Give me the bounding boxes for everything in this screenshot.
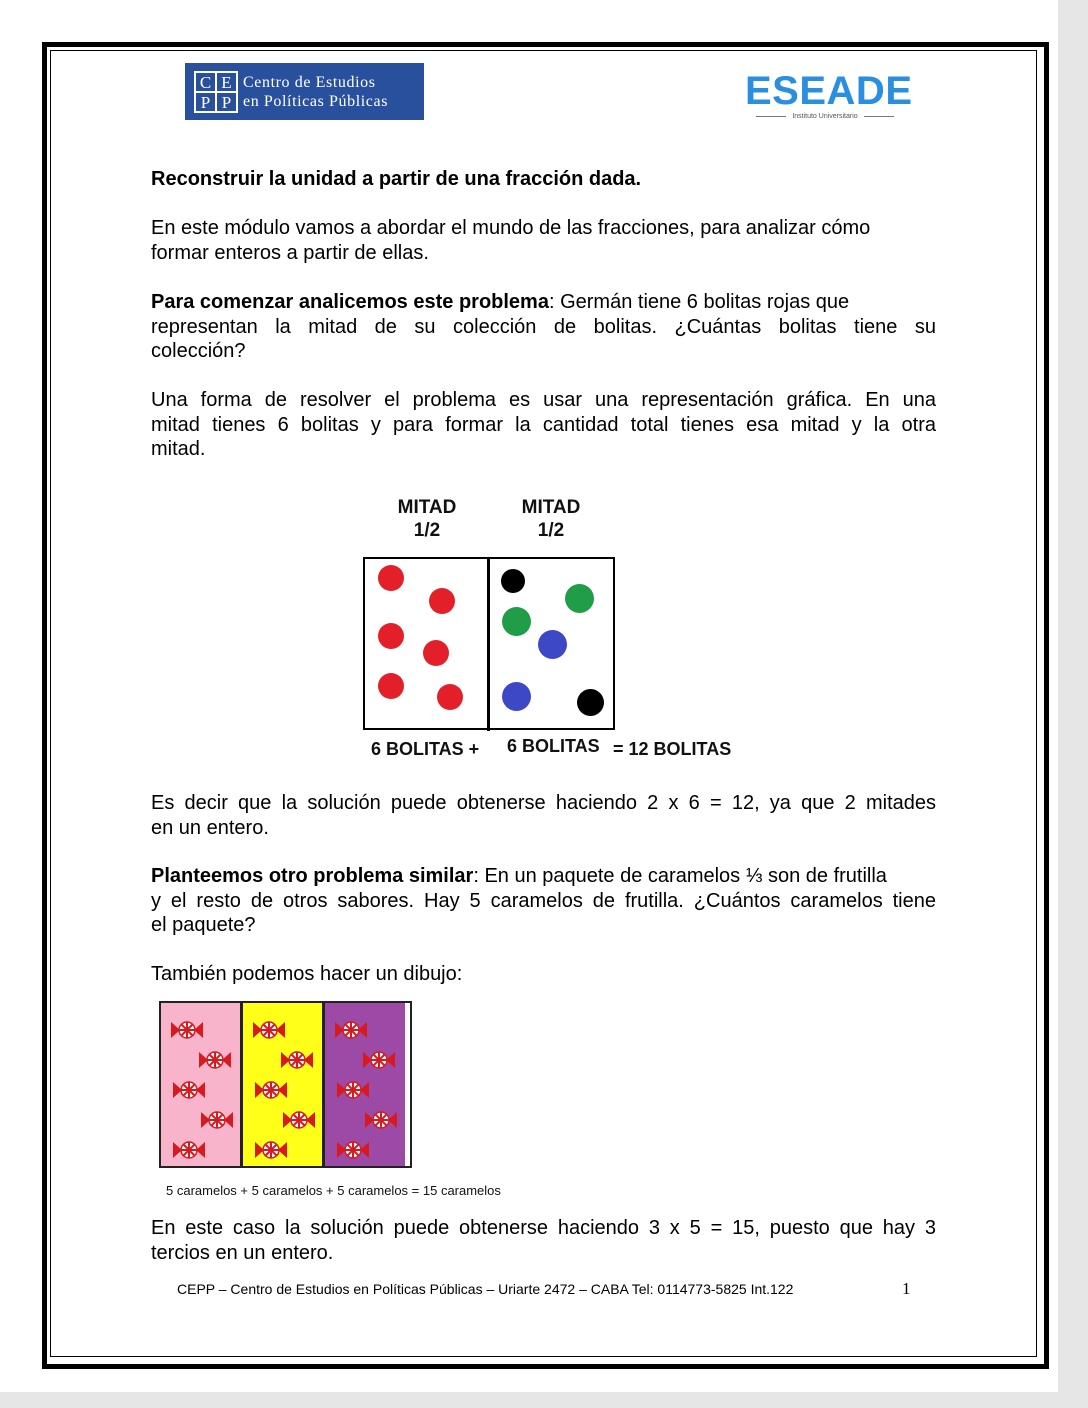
red-ball — [378, 623, 404, 649]
third-divider — [322, 1001, 325, 1168]
text-line: representan la mitad de su colección de bolitas. ¿Cuántas bolitas tiene su — [151, 315, 936, 338]
candy-icon — [199, 1049, 231, 1071]
cepp-letter: E — [216, 72, 237, 92]
text-line — [151, 290, 936, 315]
eseade-logo-name: ESEADE — [745, 69, 913, 113]
candy-icon — [201, 1109, 233, 1131]
candy-icon — [255, 1139, 287, 1161]
cepp-logo-text — [243, 73, 421, 111]
green-ball — [502, 607, 531, 636]
method-paragraph — [151, 388, 936, 462]
page-number: 1 — [902, 1279, 911, 1298]
eseade-logo-subtitle — [745, 112, 905, 121]
text-line: en un entero. — [151, 816, 269, 839]
problem2-lead: Planteemos otro problema similar — [151, 865, 474, 887]
problem1-line1: : Germán tiene 6 bolitas rojas que — [548, 291, 850, 313]
drawing-intro — [151, 962, 936, 987]
candy-icon — [283, 1109, 315, 1131]
half-label-title: MITAD — [521, 497, 581, 518]
page-edge-bottom — [0, 1392, 1088, 1408]
candy-icon — [337, 1079, 369, 1101]
text-line: mitad. — [151, 438, 206, 460]
half-divider — [487, 557, 490, 731]
red-ball — [437, 684, 463, 710]
red-ball — [429, 588, 455, 614]
text-line — [151, 864, 936, 889]
half-label-right — [506, 496, 596, 542]
title-text: Reconstruir la unidad a partir de una fracción dada. — [151, 168, 642, 190]
text-line: Una forma de resolver el problema es usar una representación gráfica. En una — [151, 389, 936, 411]
caption-left: 6 BOLITAS + — [371, 739, 480, 759]
cepp-logo — [185, 63, 424, 120]
problem2-paragraph — [151, 864, 936, 938]
half-label-title: MITAD — [397, 497, 457, 518]
half-label-left — [382, 496, 472, 542]
candy-icon — [173, 1079, 205, 1101]
candy-icon — [337, 1139, 369, 1161]
text-line: En este módulo vamos a abordar el mundo de las fracciones, para analizar cómo — [151, 217, 871, 239]
red-ball — [378, 673, 404, 699]
caramelos-figure — [151, 986, 501, 1213]
cepp-letter: C — [195, 72, 216, 92]
caramelos-caption: 5 caramelos + 5 caramelos + 5 caramelos = 15 caramelos — [166, 1183, 501, 1198]
eseade-subtitle-text: Instituto Universitario — [792, 113, 858, 120]
candy-icon — [255, 1079, 287, 1101]
half-label-fraction: 1/2 — [413, 520, 441, 541]
page-title — [151, 167, 936, 192]
blue-ball — [502, 682, 531, 711]
text-line: y el resto de otros sabores. Hay 5 caramelos de frutilla. ¿Cuántos caramelos tiene — [151, 889, 936, 912]
third-divider — [240, 1001, 243, 1168]
candy-icon — [253, 1019, 285, 1041]
caption-middle: 6 BOLITAS — [507, 736, 600, 756]
caption-right: = 12 BOLITAS — [613, 739, 732, 759]
half-label-fraction: 1/2 — [537, 520, 565, 541]
cepp-monogram — [194, 71, 238, 113]
solution2-paragraph — [151, 1216, 936, 1265]
cepp-logo-line2: en Políticas Públicas — [243, 93, 389, 110]
eseade-logo — [745, 69, 913, 122]
green-ball — [565, 584, 594, 613]
cepp-letter: P — [216, 92, 237, 112]
problem1-paragraph — [151, 290, 936, 364]
problem2-line1: : En un paquete de caramelos ⅓ son de frutilla — [473, 865, 887, 887]
text-line: tercios en un entero. — [151, 1241, 334, 1264]
problem1-lead: Para comenzar analicemos este problema — [151, 291, 549, 313]
text-line: el paquete? — [151, 914, 256, 936]
intro-paragraph — [151, 216, 936, 265]
bolitas-figure — [345, 486, 743, 790]
text-line: mitad tienes 6 bolitas y para formar la cantidad total tienes esa mitad y la otra — [151, 413, 936, 436]
text-line: colección? — [151, 340, 246, 362]
text-line: formar enteros a partir de ellas. — [151, 241, 429, 264]
text-line: En este caso la solución puede obtenerse haciendo 3 x 5 = 15, puesto que hay 3 — [151, 1217, 936, 1239]
black-ball — [577, 689, 604, 716]
page-edge-right — [1058, 0, 1088, 1408]
candy-icon — [281, 1049, 313, 1071]
candy-icon — [365, 1109, 397, 1131]
black-ball — [501, 569, 525, 593]
footer-text: CEPP – Centro de Estudios en Políticas Públicas – Uriarte 2472 – CABA Tel: 0114773-5825 Int.122 — [177, 1281, 794, 1297]
red-ball — [423, 640, 449, 666]
candy-icon — [171, 1019, 203, 1041]
text-line: Es decir que la solución puede obtenerse haciendo 2 x 6 = 12, ya que 2 mitades — [151, 792, 936, 814]
blue-ball — [538, 630, 567, 659]
red-ball — [378, 565, 404, 591]
text-line: También podemos hacer un dibujo: — [151, 963, 463, 985]
candy-icon — [363, 1049, 395, 1071]
candy-icon — [173, 1139, 205, 1161]
cepp-letter: P — [195, 92, 216, 112]
candy-icon — [335, 1019, 367, 1041]
solution1-paragraph — [151, 791, 936, 840]
cepp-logo-line1: Centro de Estudios — [243, 74, 376, 91]
